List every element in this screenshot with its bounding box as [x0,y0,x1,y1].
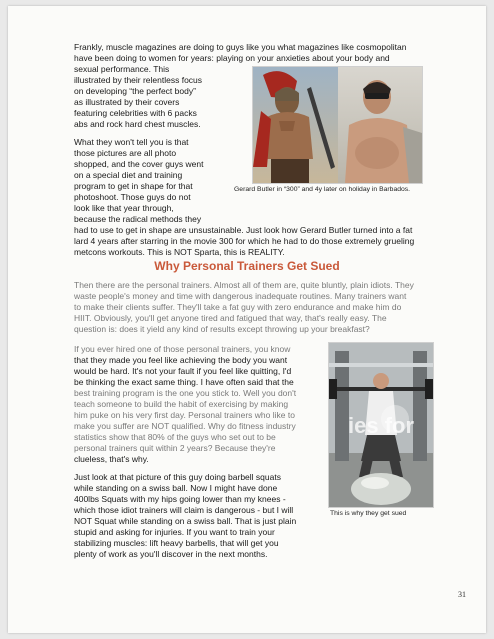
body-line: lard 4 years after starring in the movie 300 for which he had to do those extremely grueling [74,236,415,246]
body-line: while standing on a swiss ball. Now I might have done [74,483,278,493]
intro-line: as illustrated by their covers [74,97,180,107]
intro-line: abs and rock hard chest muscles. [74,119,201,129]
body-line: those pictures are all photo [74,148,177,158]
body-line: had to use to get in shape are unsustainable. Just look how Gerard Butler turned into a fat [74,225,413,235]
body-line: because the radical methods they [74,214,202,224]
photo-caption-top: Gerard Butler in “300” and 4y later on holiday in Barbados. [234,186,411,193]
photo-overlay-text: ies for [347,413,415,438]
body-line: on a special diet and training [74,170,183,180]
body-line: stabilizing muscles: lift heavy barbells, that will get you [74,538,279,548]
body-line: which those idiot trainers will claim is dangerous - but I will [74,505,294,515]
body-line: best training program is the one you stick to. Well you don't [74,388,297,398]
body-line: look like that year through, [74,203,174,213]
body-line: him puke on his very first day. Personal trainers who like to [74,410,295,420]
document-page [8,6,486,633]
body-line: If you ever hired one of those personal trainers, you know [74,344,291,354]
body-line: 400lbs Squats with my hips going lower than my knees - [74,494,286,504]
body-line: waste people's money and time with dangerous inadequate routines. Many trainers want [74,291,407,301]
page-number: 31 [458,590,466,599]
body-line: shopped, and the cover guys went [74,159,204,169]
body-line: clueless, that's why. [74,454,149,464]
intro-line: featuring celebrities with 6 packs [74,108,197,118]
body-line: Just look at that picture of this guy doing barbell squats [74,472,281,482]
intro-line: illustrated by their relentless focus [74,75,203,85]
section-heading: Why Personal Trainers Get Sued [154,259,340,273]
intro-line: on developing “the perfect body” [74,86,196,96]
intro-line: sexual performance. This [74,64,170,74]
body-line: that they made you feel like achieving the body you want [74,355,288,365]
intro-line: Frankly, muscle magazines are doing to guys like you what magazines like cosmopolitan [74,42,407,52]
swiss-ball-squat-photo [328,342,434,508]
body-line: personal trainers quit within 2 years? Because they're [74,443,276,453]
swiss-ball-squat-photo-art [329,343,433,507]
gerard-butler-photo-art [253,67,422,183]
body-line: program to get in shape for that [74,181,193,191]
body-line: question is: does it yield any kind of results except throwing up your breakfast? [74,324,370,334]
gerard-butler-photo [252,66,423,184]
intro-line: have been doing to women for years: playing on your anxieties about your body and [74,53,390,63]
body-line: metcons workouts. This is NOT Sparta, this is REALITY. [74,247,285,257]
body-line: would be hard. It's not your fault if you feel like quitting, I'd [74,366,292,376]
body-line: Then there are the personal trainers. Almost all of them are, quite bluntly, plain idiots. They [74,280,414,290]
body-line: statistics show that 80% of the guys who set out to be [74,432,276,442]
body-line: to make their clients suffer. They'll take a fat guy with zero endurance and make him do [74,302,402,312]
body-line: photoshoot. Those guys do not [74,192,191,202]
body-line: make you suffer are NOT qualified. Why do fitness industry [74,421,296,431]
body-line: What they won't tell you is that [74,137,189,147]
body-line: plenty of work as you'll discover in the next months. [74,549,268,559]
body-line: NOT Squat while standing on a swiss ball. That is just plain [74,516,297,526]
body-line: HIIT. Obviously, you'll get anyone tired and fatigued that way, that's really easy. The [74,313,387,323]
photo-caption-bottom: This is why they get sued [330,510,407,517]
body-line: stupid and asking for injuries. If you want to train your [74,527,275,537]
body-line: teach someone to build the habit of exercising by making [74,399,289,409]
body-line: be thinking the exact same thing. I have often said that the [74,377,294,387]
